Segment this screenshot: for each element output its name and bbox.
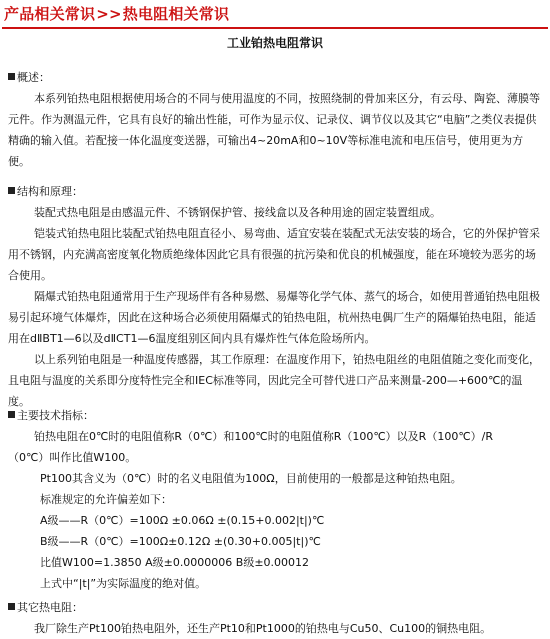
- bullet-square-icon: [8, 187, 15, 194]
- spec-line-8: 上式中“|t|”为实际温度的绝对值。: [40, 577, 207, 590]
- breadcrumb-current-rtd-knowledge: 热电阻相关常识: [122, 5, 230, 23]
- structure-paragraph-4: 以上系列铂电阻是一种温度传感器，其工作原理：在温度作用下，铂热电阻丝的电阻值随之变化而变化，且电阻与温度的关系即分度特性完全和IEC标准等同，因此完全可替代进口产品来测量-200—+600℃的温度。: [8, 353, 540, 408]
- structure-paragraph-1: 装配式热电阻是由感温元件、不锈钢保护管、接线盒以及各种用途的固定装置组成。: [34, 206, 441, 219]
- section-overview: [8, 67, 544, 172]
- spec-line-1: 铂热电阻在0℃时的电阻值称R（0℃）和100℃时的电阻值称R（100℃）以及R（100℃）/R: [34, 430, 494, 443]
- bullet-square-icon: [8, 603, 15, 610]
- section-heading-structure: 结构和原理：: [8, 181, 544, 202]
- spec-line-3: Pt100其含义为（0℃）时的名义电阻值为100Ω，目前使用的一般都是这种铂热电阻。: [40, 472, 462, 485]
- overview-paragraph: 本系列铂热电阻根据使用场合的不同与使用温度的不同，按照绕制的骨加来区分，有云母、陶瓷、薄膜等元件。作为测温元件，它具有良好的输出性能，可作为显示仪、记录仪、调节仪以及其它“电脑”之类仪表提供精确的输入值。若配接一体化温度变送器，可输出4~20mA和0~10V等标准电流和电压信号，使用更为方便。: [8, 92, 540, 168]
- header-divider: [2, 27, 548, 29]
- breadcrumb-link-product-knowledge[interactable]: 产品相关常识: [4, 5, 96, 23]
- article-title: 工业铂热电阻常识: [226, 36, 323, 50]
- section-structure: [8, 181, 544, 412]
- bullet-square-icon: [8, 411, 15, 418]
- section-other-rtds: [8, 597, 544, 639]
- section-heading-other: 其它热电阻：: [8, 597, 544, 618]
- spec-line-5: A级——R（0℃）=100Ω ±0.06Ω ±(0.15+0.002|t|)℃: [40, 514, 325, 527]
- breadcrumb: [4, 3, 229, 24]
- section-heading-specs: 主要技术指标：: [8, 405, 544, 426]
- structure-paragraph-2: 铠装式铂热电阻比装配式铂热电阻直径小、易弯曲、适宜安装在装配式无法安装的场合，它的外保护管采用不锈钢，内充满高密度氧化物质绝缘体因此它具有很强的抗污染和优良的机械强度，能在环境较为恶劣的场合使用。: [8, 227, 540, 282]
- section-heading-overview: 概述：: [8, 67, 544, 88]
- spec-line-4: 标准规定的允许偏差如下：: [40, 493, 172, 506]
- spec-line-6: B级——R（0℃）=100Ω±0.12Ω ±(0.30+0.005|t|)℃: [40, 535, 321, 548]
- breadcrumb-separator: >>: [96, 5, 122, 23]
- bullet-square-icon: [8, 73, 15, 80]
- spec-line-7: 比值W100=1.3850 A级±0.0000006 B级±0.00012: [40, 556, 310, 569]
- structure-paragraph-3: 隔爆式铂热电阻通常用于生产现场伴有各种易燃、易爆等化学气体、蒸气的场合，如使用普通铂热电阻极易引起环境气体爆炸，因此在这种场合必须使用隔爆式的铂热电阻，杭州热电偶厂生产的隔爆铂热电阻，能适用在dⅡBT1—6以及dⅡCT1—6温度组别区间内具有爆炸性气体危险场所内。: [8, 290, 540, 345]
- section-specs: [8, 405, 544, 594]
- spec-line-2: （0℃）叫作比值W100。: [8, 451, 137, 464]
- other-rtds-paragraph: 我厂除生产Pt100铂热电阻外，还生产Pt10和Pt1000的铂热电与Cu50、Cu100的铜热电阻。: [34, 622, 492, 635]
